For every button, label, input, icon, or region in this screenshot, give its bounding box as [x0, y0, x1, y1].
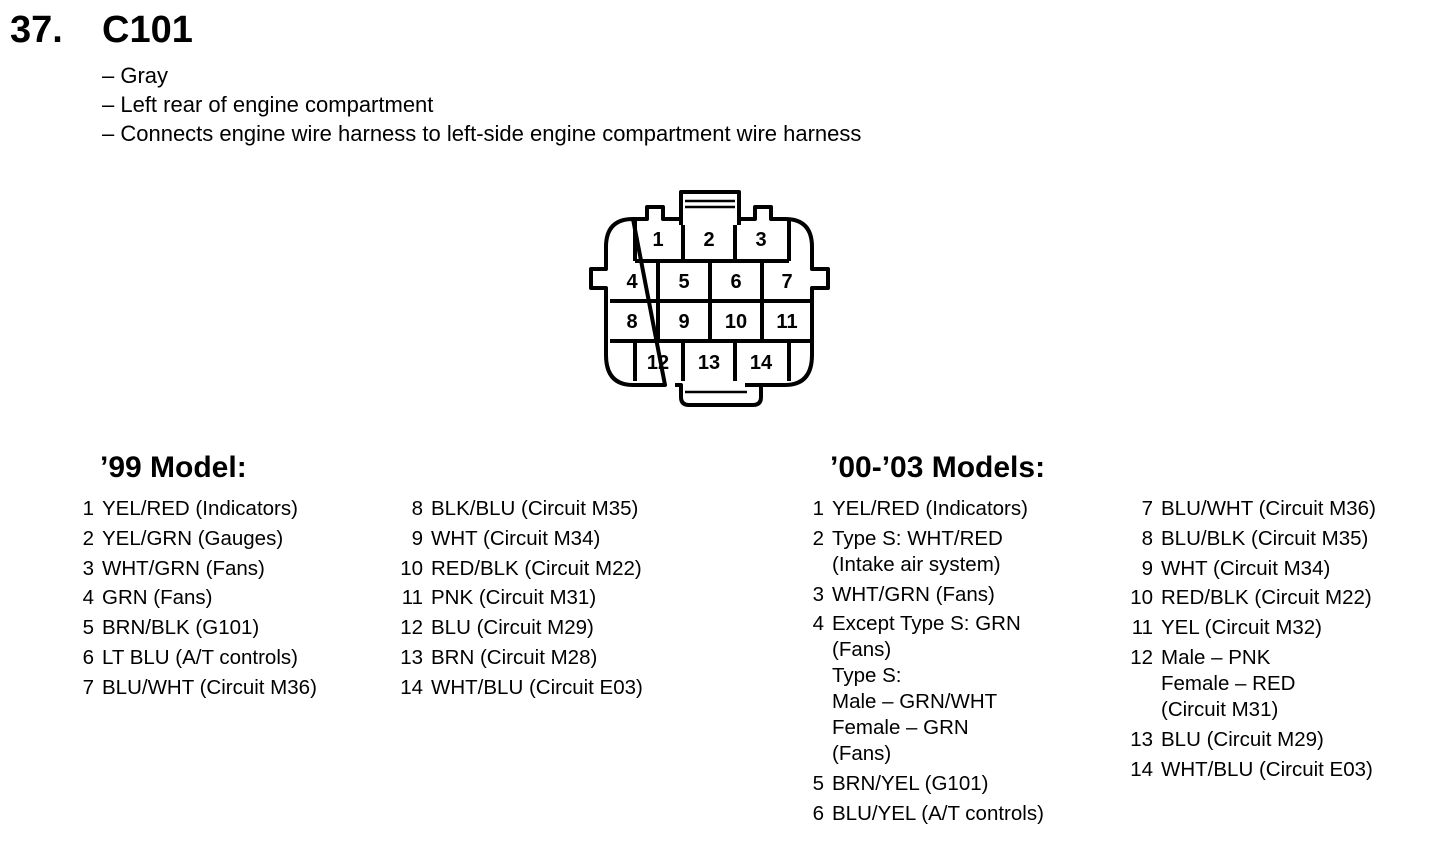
- pin-number: 10: [1130, 586, 1153, 610]
- pin-entry: [800, 799, 1044, 829]
- pin-wire-description: WHT/BLU (Circuit E03): [1161, 757, 1373, 781]
- pin-wire-description: BLU (Circuit M29): [1161, 727, 1324, 751]
- pin-entry: [70, 673, 317, 703]
- pin-number: 12: [1130, 645, 1153, 669]
- pin-entry: [1129, 755, 1376, 785]
- pin-wire-description: YEL/RED (Indicators): [102, 497, 298, 520]
- cavity-label-13: 13: [697, 352, 721, 374]
- model-00-03-pin-list-col1: [800, 494, 1044, 829]
- pin-wire-description: RED/BLK (Circuit M22): [431, 556, 642, 580]
- pin-wire-description: BLK/BLU (Circuit M35): [431, 497, 639, 520]
- pin-number: 11: [1131, 616, 1153, 640]
- pin-entry: [399, 613, 643, 643]
- cavity-label-8: 8: [626, 311, 638, 333]
- pin-number: 7: [82, 675, 94, 699]
- pin-entry: [399, 524, 643, 554]
- cavity-label-7: 7: [781, 271, 793, 293]
- pin-number: 11: [401, 586, 423, 610]
- pin-wire-description: BRN/YEL (G101): [832, 772, 989, 796]
- pin-number: 3: [812, 582, 824, 606]
- pin-entry: [1129, 494, 1376, 524]
- pin-wire-description: BLU (Circuit M29): [431, 616, 594, 640]
- pin-number: 5: [812, 772, 824, 796]
- pin-entry: [800, 769, 1044, 799]
- connector-face-diagram: [585, 185, 835, 413]
- cavity-label-14: 14: [749, 352, 773, 374]
- pin-wire-description: BLU/WHT (Circuit M36): [102, 675, 317, 699]
- cavity-label-1: 1: [652, 229, 664, 251]
- pin-number: 14: [400, 675, 423, 699]
- pin-number: 5: [82, 616, 94, 640]
- model-99-pin-list-col2: [399, 494, 643, 703]
- pin-entry: [70, 613, 317, 643]
- pin-entry: [399, 494, 643, 524]
- pin-number: 4: [812, 612, 824, 636]
- model-00-03-pin-list-col2: [1129, 494, 1376, 784]
- pin-wire-description: BRN/BLK (G101): [102, 616, 260, 640]
- pin-number: 7: [1141, 497, 1153, 520]
- pin-entry: [800, 580, 1044, 610]
- pin-entry: [399, 583, 643, 613]
- pin-entry: [70, 643, 317, 673]
- pin-entry: [70, 554, 317, 584]
- pin-wire-description: Except Type S: GRN (Fans) Type S: Male – GRN/WHT Female – GRN (Fans): [832, 612, 1021, 766]
- pin-wire-description: YEL/GRN (Gauges): [102, 526, 284, 550]
- pin-number: 13: [400, 645, 423, 669]
- connector-bottom-latch: [675, 385, 761, 405]
- cavity-label-3: 3: [755, 229, 767, 251]
- pin-entry: [399, 554, 643, 584]
- connector-color: – Gray: [102, 63, 169, 88]
- pin-wire-description: BLU/WHT (Circuit M36): [1161, 497, 1376, 520]
- pin-number: 8: [411, 497, 423, 520]
- pin-number: 12: [400, 616, 423, 640]
- pin-number: 9: [411, 526, 423, 550]
- model-00-03-title: ’00-’03 Models:: [830, 451, 1046, 484]
- pin-entry: [70, 524, 317, 554]
- pin-wire-description: PNK (Circuit M31): [431, 586, 597, 610]
- pin-entry: [399, 643, 643, 673]
- cavity-label-5: 5: [678, 271, 690, 293]
- pin-number: 2: [82, 526, 94, 550]
- connector-function: – Connects engine wire harness to left-side engine compartment wire harness: [102, 121, 862, 146]
- pin-number: 9: [1141, 556, 1153, 580]
- model-99-title: ’99 Model:: [100, 451, 247, 484]
- pin-number: 14: [1130, 757, 1153, 781]
- cavity-label-10: 10: [724, 311, 748, 333]
- pin-entry: [70, 583, 317, 613]
- connector-index-number: 37.: [10, 9, 63, 51]
- cavity-label-12: 12: [646, 352, 670, 374]
- pin-wire-description: WHT/GRN (Fans): [832, 582, 995, 606]
- pin-wire-description: YEL (Circuit M32): [1161, 616, 1322, 640]
- pin-number: 13: [1130, 727, 1153, 751]
- pin-wire-description: BLU/BLK (Circuit M35): [1161, 526, 1369, 550]
- pin-number: 2: [812, 526, 824, 550]
- connector-location: – Left rear of engine compartment: [102, 92, 434, 117]
- pin-number: 3: [82, 556, 94, 580]
- pin-wire-description: WHT (Circuit M34): [431, 526, 601, 550]
- pin-wire-description: Type S: WHT/RED (Intake air system): [832, 526, 1003, 576]
- cavity-label-4: 4: [626, 271, 638, 293]
- pin-wire-description: GRN (Fans): [102, 586, 213, 610]
- pin-wire-description: WHT (Circuit M34): [1161, 556, 1331, 580]
- pin-number: 1: [82, 497, 94, 520]
- pin-wire-description: RED/BLK (Circuit M22): [1161, 586, 1372, 610]
- pin-number: 1: [812, 497, 824, 520]
- pin-entry: [1129, 643, 1376, 725]
- pin-wire-description: LT BLU (A/T controls): [102, 645, 298, 669]
- connector-top-latch: [681, 192, 739, 225]
- pin-entry: [70, 494, 317, 524]
- pin-entry: [1129, 524, 1376, 554]
- pin-entry: [1129, 583, 1376, 613]
- pin-entry: [399, 673, 643, 703]
- cavity-label-2: 2: [703, 229, 715, 251]
- pin-number: 4: [82, 586, 94, 610]
- pin-wire-description: WHT/GRN (Fans): [102, 556, 265, 580]
- pin-entry: [1129, 725, 1376, 755]
- model-99-pin-list-col1: [70, 494, 317, 703]
- cavity-label-11: 11: [776, 311, 798, 333]
- pin-wire-description: Male – PNK Female – RED (Circuit M31): [1161, 645, 1296, 721]
- pin-entry: [1129, 554, 1376, 584]
- pin-entry: [800, 524, 1044, 580]
- cavity-label-6: 6: [730, 271, 742, 293]
- pin-number: 8: [1141, 526, 1153, 550]
- pin-number: 6: [82, 645, 94, 669]
- pin-entry: [1129, 613, 1376, 643]
- pin-wire-description: BLU/YEL (A/T controls): [832, 801, 1044, 825]
- connector-description: [102, 61, 861, 148]
- pin-entry: [800, 609, 1044, 769]
- cavity-label-9: 9: [678, 311, 690, 333]
- connector-id-title: C101: [102, 9, 193, 51]
- pin-wire-description: YEL/RED (Indicators): [832, 497, 1028, 520]
- pin-number: 10: [400, 556, 423, 580]
- pin-wire-description: BRN (Circuit M28): [431, 645, 598, 669]
- pin-number: 6: [812, 801, 824, 825]
- pin-wire-description: WHT/BLU (Circuit E03): [431, 675, 643, 699]
- pin-entry: [800, 494, 1044, 524]
